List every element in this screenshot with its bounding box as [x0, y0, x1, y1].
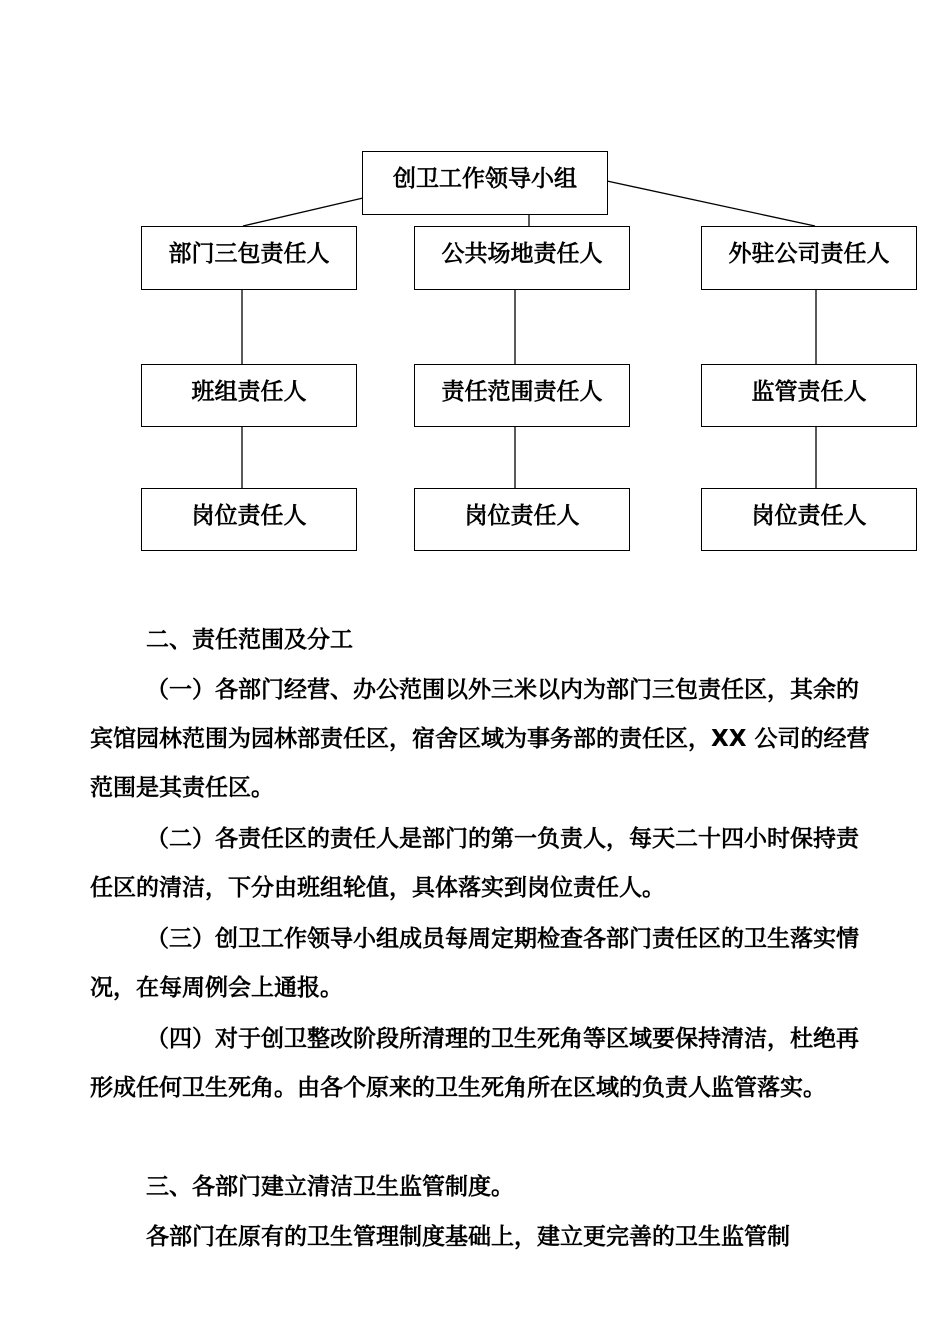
paragraph-3: [90, 915, 880, 1013]
org-level2-1-box: [141, 364, 357, 427]
org-branch-2-box: [414, 226, 630, 290]
org-level3-3-label: 岗位责任人: [751, 503, 867, 529]
org-level3-2-label: 岗位责任人: [464, 503, 580, 529]
section-3-heading: 三、各部门建立清洁卫生监管制度。: [146, 1174, 514, 1200]
connector-root-right: [607, 181, 815, 226]
paragraph-5-text: 各部门在原有的卫生管理制度基础上，建立更完善的卫生监管制: [146, 1224, 790, 1250]
connector-root-left: [243, 198, 363, 226]
paragraph-5: [90, 1213, 880, 1262]
paragraph-2: [90, 815, 880, 913]
org-level2-3-label: 监管责任人: [751, 379, 867, 405]
org-root-label: 创卫工作领导小组: [393, 166, 577, 192]
org-level3-1-box: [141, 488, 357, 551]
org-level3-1-label: 岗位责任人: [191, 503, 307, 529]
paragraph-1-text: （一）各部门经营、办公范围以外三米以内为部门三包责任区，其余的宾馆园林范围为园林部责任区，宿舍区域为事务部的责任区，XX 公司的经营范围是其责任区。: [90, 677, 870, 801]
paragraph-3-text: （三）创卫工作领导小组成员每周定期检查各部门责任区的卫生落实情况，在每周例会上通报。: [90, 926, 859, 1001]
paragraph-2-text: （二）各责任区的责任人是部门的第一负责人，每天二十四小时保持责任区的清洁，下分由班组轮值，具体落实到岗位责任人。: [90, 826, 859, 901]
org-branch-1-label: 部门三包责任人: [168, 241, 330, 267]
section-2-heading: 二、责任范围及分工: [146, 627, 353, 653]
paragraph-4: [90, 1015, 880, 1113]
org-level3-3-box: [701, 488, 917, 551]
org-level2-1-label: 班组责任人: [191, 379, 307, 405]
section-3-heading-block: [90, 1163, 880, 1212]
org-level2-2-label: 责任范围责任人: [441, 379, 603, 405]
org-branch-3-label: 外驻公司责任人: [728, 241, 890, 267]
org-branch-2-label: 公共场地责任人: [441, 241, 603, 267]
paragraph-4-text: （四）对于创卫整改阶段所清理的卫生死角等区域要保持清洁，杜绝再形成任何卫生死角。由各个原来的卫生死角所在区域的负责人监管落实。: [90, 1026, 859, 1101]
org-level3-2-box: [414, 488, 630, 551]
org-branch-3-box: [701, 226, 917, 290]
org-branch-1-box: [141, 226, 357, 290]
org-level2-3-box: [701, 364, 917, 427]
org-root-box: [362, 151, 608, 215]
section-2-heading-block: [90, 616, 880, 665]
paragraph-1: [90, 666, 880, 813]
org-level2-2-box: [414, 364, 630, 427]
